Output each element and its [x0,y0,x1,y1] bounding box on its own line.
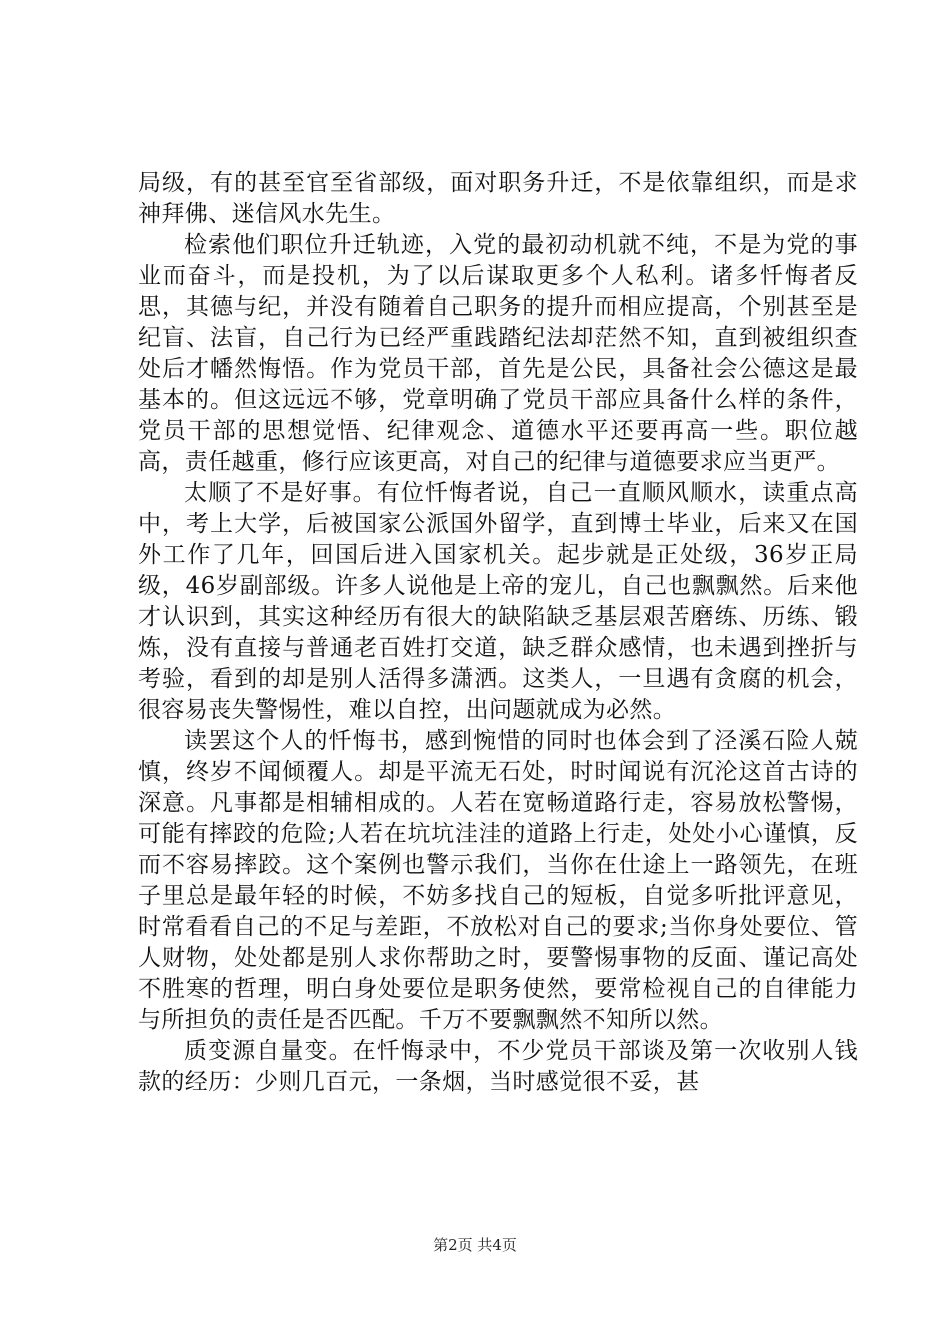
paragraph-4: 读罢这个人的忏悔书，感到惋惜的同时也体会到了泾溪石险人兢慎，终岁不闻倾覆人。却是平流无石处，时时闻说有沉沦这首古诗的深意。凡事都是相辅相成的。人若在宽畅道路行走，容易放松警惕，可能有摔跤的危险;人若在坑坑洼洼的道路上行走，处处小心谨慎，反而不容易摔跤。这个案例也警示我们，当你在仕途上一路领先，在班子里总是最年轻的时候，不妨多找自己的短板，自觉多听批评意见，时常看看自己的不足与差距，不放松对自己的要求;当你身处要位、管人财物，处处都是别人求你帮助之时，要警惕事物的反面、谨记高处不胜寒的哲理，明白身处要位是职务使然，要常检视自己的自律能力与所担负的责任是否匹配。千万不要飘飘然不知所以然。 [138,728,858,1033]
paragraph-1: 局级，有的甚至官至省部级，面对职务升迁，不是依靠组织，而是求神拜佛、迷信风水先生。 [138,170,858,227]
paragraph-2: 检索他们职位升迁轨迹，入党的最初动机就不纯，不是为党的事业而奋斗，而是投机，为了以后谋取更多个人私利。诸多忏悔者反思，其德与纪，并没有随着自己职务的提升而相应提高，个别甚至是纪盲、法盲，自己行为已经严重践踏纪法却茫然不知，直到被组织查处后才幡然悔悟。作为党员干部，首先是公民，具备社会公德这是最基本的。但这远远不够，党章明确了党员干部应具备什么样的条件，党员干部的思想觉悟、纪律观念、道德水平还要再高一些。职位越高，责任越重，修行应该更高，对自己的纪律与道德要求应当更严。 [138,232,858,475]
paragraph-5: 质变源自量变。在忏悔录中，不少党员干部谈及第一次收别人钱款的经历：少则几百元，一条烟，当时感觉很不妥，甚 [138,1038,858,1095]
document-body [138,168,858,1098]
page-number-footer: 第2页 共4页 [433,1236,517,1254]
paragraph-3: 太顺了不是好事。有位忏悔者说，自己一直顺风顺水，读重点高中，考上大学，后被国家公派国外留学，直到博士毕业，后来又在国外工作了几年，回国后进入国家机关。起步就是正处级，36岁正局级，46岁副部级。许多人说他是上帝的宠儿，自己也飘飘然。后来他才认识到，其实这种经历有很大的缺陷缺乏基层艰苦磨练、历练、锻炼，没有直接与普通老百姓打交道，缺乏群众感情，也未遇到挫折与考验，看到的却是别人活得多潇洒。这类人，一旦遇有贪腐的机会，很容易丧失警惕性，难以自控，出问题就成为必然。 [138,480,858,723]
